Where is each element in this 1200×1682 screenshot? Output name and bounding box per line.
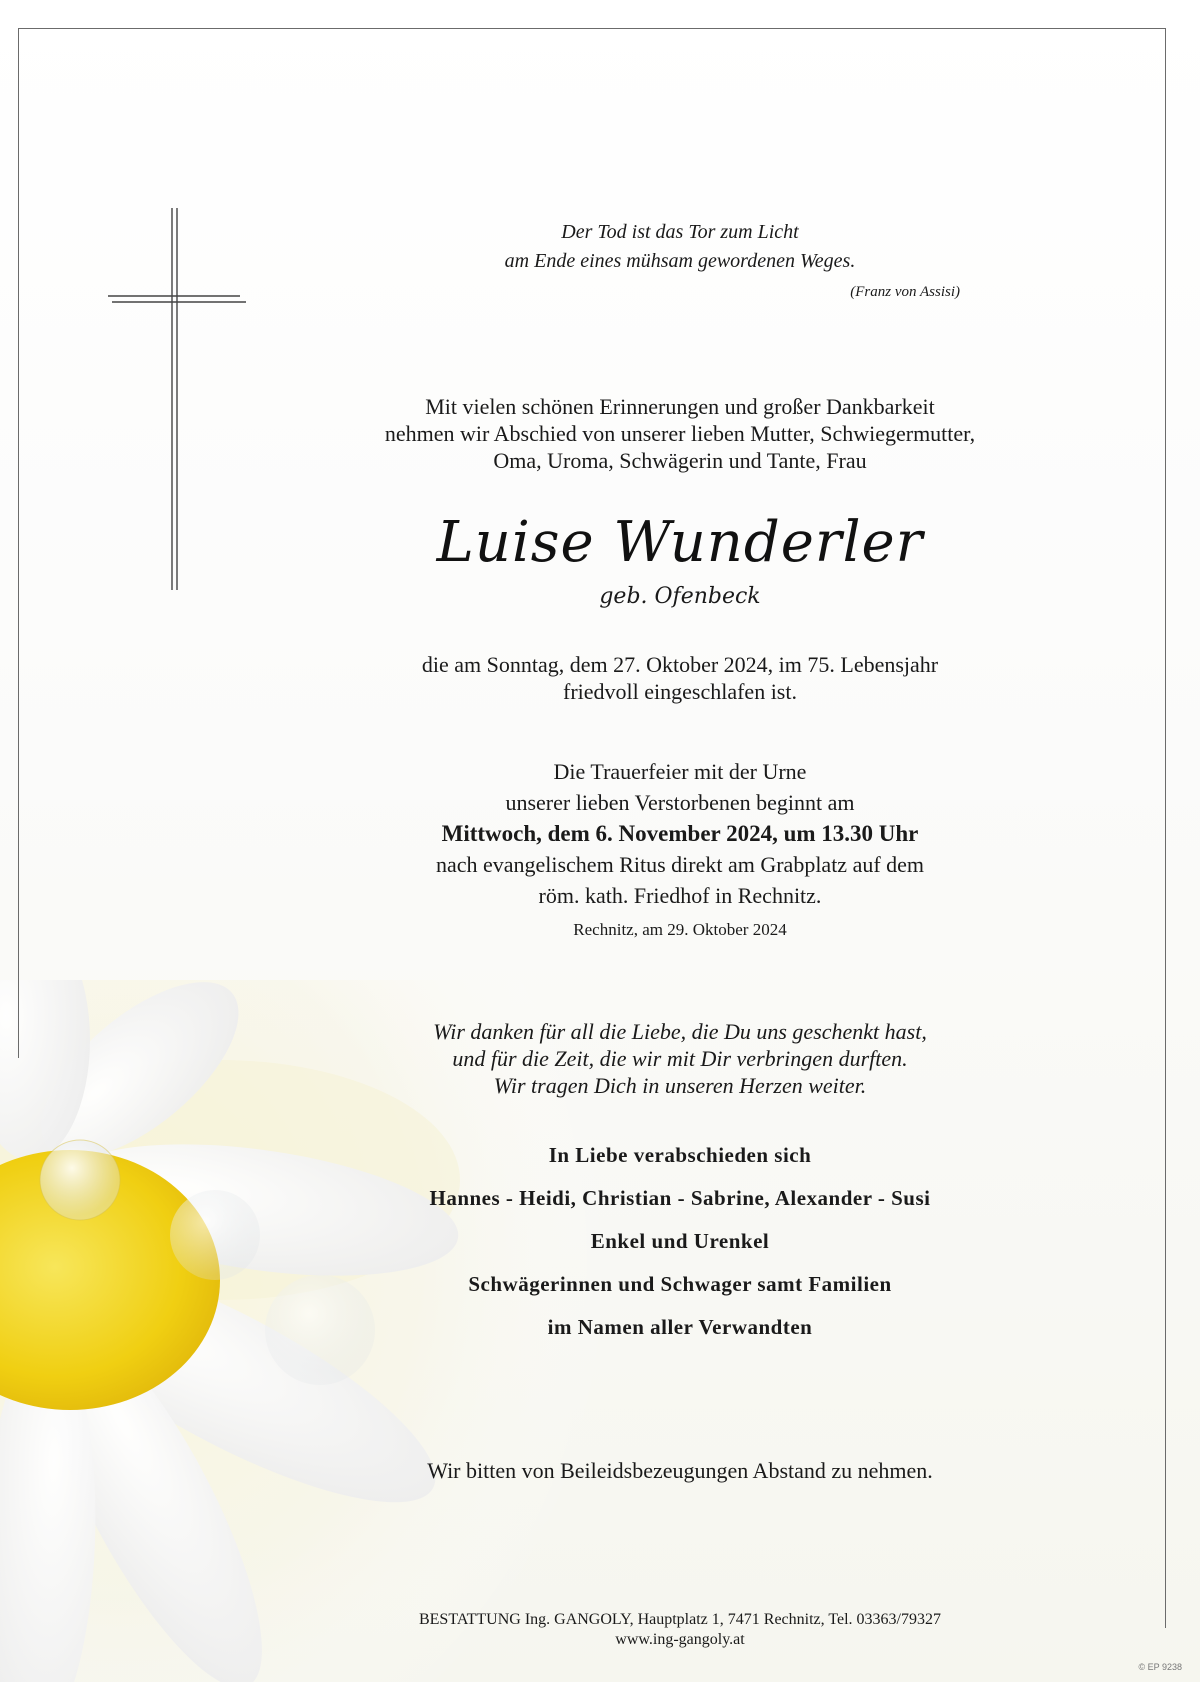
funeral-datetime: Mittwoch, dem 6. November 2024, um 13.30 Uhr [441, 821, 919, 846]
thanks-line-3: Wir tragen Dich in unseren Herzen weiter. [493, 1073, 867, 1098]
funeral-home-footer [240, 1610, 1120, 1650]
mourners-grandchildren: Enkel und Urenkel [590, 1229, 770, 1253]
thanks-text [240, 1018, 1120, 1099]
funeral-line-1: Die Trauerfeier mit der Urne [553, 759, 807, 784]
intro-line-2: nehmen wir Abschied von unserer lieben Mutter, Schwiegermutter, [384, 421, 976, 446]
funeral-line-3: nach evangelischem Ritus direkt am Grabplatz auf dem [435, 852, 925, 877]
maiden-name: geb. Ofenbeck [599, 584, 761, 609]
mourners-heading: In Liebe verabschieden sich [548, 1143, 812, 1167]
intro-line-3: Oma, Uroma, Schwägerin und Tante, Frau [493, 448, 867, 473]
footer-website[interactable]: www.ing-gangoly.at [615, 1631, 745, 1648]
deceased-name: Luise Wunderler [436, 510, 924, 575]
cross-icon [100, 205, 250, 595]
funeral-line-2: unserer lieben Verstorbenen beginnt am [505, 790, 855, 815]
frame-left-line [18, 28, 19, 1058]
place-date: Rechnitz, am 29. Oktober 2024 [573, 920, 787, 939]
quote-line-1: Der Tod ist das Tor zum Licht [561, 221, 799, 243]
mourners-in-laws: Schwägerinnen und Schwager samt Familien [468, 1272, 892, 1296]
thanks-line-1: Wir danken für all die Liebe, die Du uns geschenkt hast, [433, 1019, 927, 1044]
mourners-relatives: im Namen aller Verwandten [547, 1315, 813, 1339]
footer-address: BESTATTUNG Ing. GANGOLY, Hauptplatz 1, 7471 Rechnitz, Tel. 03363/79327 [418, 1611, 941, 1628]
condolence-request: Wir bitten von Beileidsbezeugungen Abstand zu nehmen. [427, 1458, 933, 1483]
quote-author: (Franz von Assisi) [850, 284, 960, 300]
intro-text [240, 393, 1120, 474]
quote-line-2: am Ende eines mühsam gewordenen Weges. [504, 250, 856, 272]
mourners-family: Hannes - Heidi, Christian - Sabrine, Alexander - Susi [429, 1186, 931, 1210]
funeral-line-4: röm. kath. Friedhof in Rechnitz. [538, 883, 822, 908]
thanks-line-2: und für die Zeit, die wir mit Dir verbringen durften. [452, 1046, 908, 1071]
mourners-list [240, 1134, 1120, 1349]
intro-line-1: Mit vielen schönen Erinnerungen und großer Dankbarkeit [425, 394, 935, 419]
opening-quote [240, 218, 1120, 276]
print-code: © EP 9238 [1138, 1662, 1182, 1672]
death-info [240, 651, 1120, 705]
death-line-1: die am Sonntag, dem 27. Oktober 2024, im 75. Lebensjahr [421, 652, 939, 677]
death-line-2: friedvoll eingeschlafen ist. [563, 679, 797, 704]
funeral-info [240, 756, 1120, 911]
